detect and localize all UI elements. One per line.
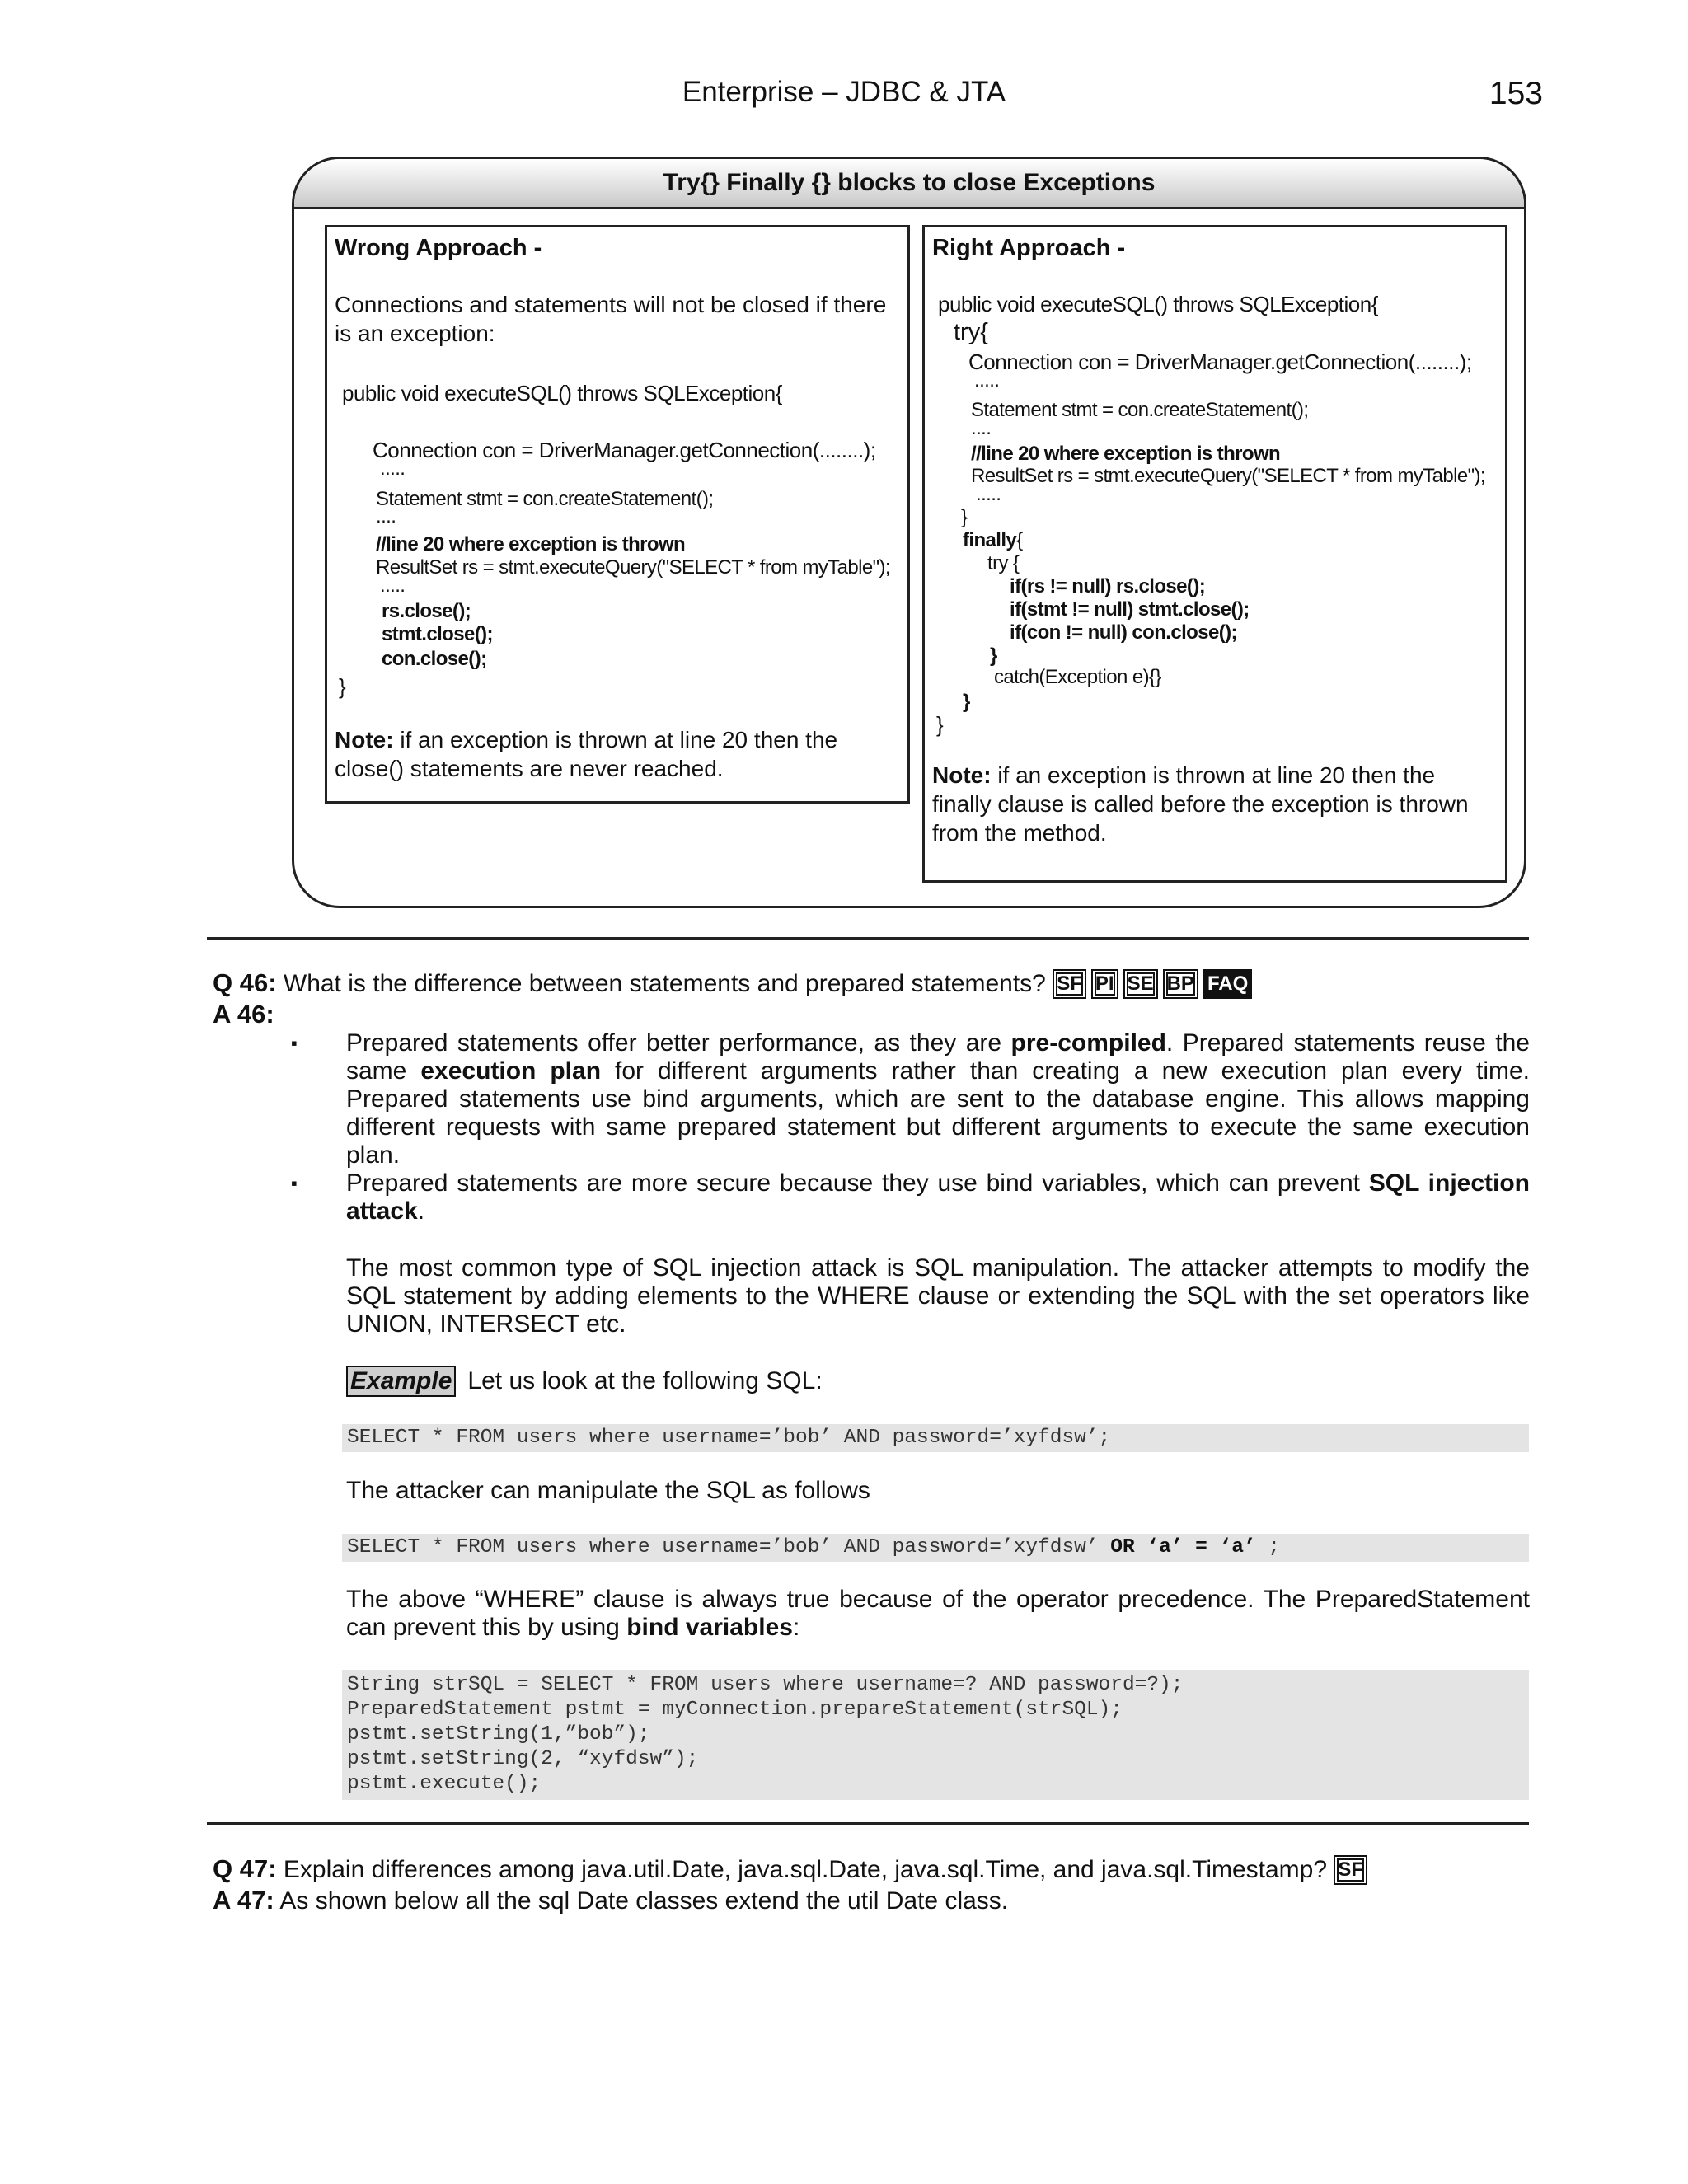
wrong-code-dots-2: .... bbox=[376, 505, 396, 527]
code-line: pstmt.execute(); bbox=[347, 1773, 542, 1795]
sql-example-2 bbox=[342, 1534, 1529, 1562]
right-note-line-1 bbox=[932, 761, 1435, 790]
right-note-label: Note: bbox=[932, 762, 992, 788]
running-header-title: Enterprise – JDBC & JTA bbox=[682, 76, 1006, 108]
wrong-code-rs-close: rs.close(); bbox=[382, 600, 471, 622]
diagram-title: Try{} Finally {} blocks to close Exceptions bbox=[294, 159, 1524, 209]
p2-text-c: . bbox=[417, 1197, 425, 1225]
right-code-catch: catch(Exception e){} bbox=[994, 666, 1161, 688]
p2-bold-sql-injection: SQL injection attack bbox=[346, 1169, 1530, 1225]
right-code-close-try: } bbox=[961, 506, 968, 528]
p1-bold-execution-plan: execution plan bbox=[420, 1057, 602, 1085]
right-code-close-method: } bbox=[936, 712, 944, 737]
q47-answer-line bbox=[213, 1886, 1008, 1915]
badge-pi: PI bbox=[1091, 969, 1118, 999]
code-line: pstmt.setString(2, “xyfdsw”); bbox=[347, 1748, 699, 1770]
right-note-line-3: from the method. bbox=[932, 820, 1107, 846]
example-tag: Example bbox=[346, 1366, 456, 1397]
a47-answer: As shown below all the sql Date classes extend the util Date class. bbox=[279, 1887, 1009, 1915]
right-code-if-stmt: if(stmt != null) stmt.close(); bbox=[1010, 598, 1250, 621]
p5-text-c: : bbox=[792, 1614, 800, 1641]
q46-label: Q 46: bbox=[213, 968, 277, 997]
q46-example-line bbox=[346, 1366, 1530, 1397]
right-code-close-finally: } bbox=[963, 691, 970, 713]
right-approach-title: Right Approach - bbox=[932, 235, 1126, 261]
q46-question: What is the difference between statements and prepared statements? bbox=[283, 970, 1046, 997]
p1-text-e: for different arguments rather than creating a new execution plan every time. Prepared statements use bind arguments, which are sent to the database engine. This allows mapping different requests with same prepared statement but different arguments to execute the same execution plan. bbox=[346, 1057, 1531, 1169]
section-divider-top bbox=[207, 937, 1529, 940]
wrong-code-con-close: con.close(); bbox=[382, 648, 487, 670]
right-code-dots-3: ..... bbox=[976, 483, 1001, 505]
a47-label: A 47: bbox=[213, 1886, 274, 1915]
code-line: PreparedStatement pstmt = myConnection.prepareStatement(strSQL); bbox=[347, 1699, 1123, 1721]
wrong-code-dots-1: ..... bbox=[380, 457, 406, 480]
wrong-code-resultset: ResultSet rs = stmt.executeQuery("SELECT * from myTable"); bbox=[376, 556, 891, 579]
right-code-dots-2: .... bbox=[971, 417, 992, 439]
badge-sf: SF bbox=[1053, 969, 1086, 999]
right-code-dots-1: ..... bbox=[974, 369, 1000, 391]
bullet-icon: ▪ bbox=[291, 1033, 298, 1053]
p5-bold-bind-variables: bind variables bbox=[626, 1614, 793, 1641]
wrong-code-statement: Statement stmt = con.createStatement(); bbox=[376, 488, 714, 510]
wrong-code-stmt-close: stmt.close(); bbox=[382, 623, 493, 645]
p5-text-a: The above “WHERE” clause is always true because of the operator precedence. The PreparedStatement can prevent this by using bbox=[346, 1586, 1530, 1641]
wrong-note-line-2: close() statements are never reached. bbox=[335, 756, 724, 781]
sql2-injected-condition: OR ‘a’ = ‘a’ bbox=[1110, 1536, 1256, 1558]
right-code-finally: finally bbox=[963, 529, 1017, 551]
wrong-note-text: if an exception is thrown at line 20 then the bbox=[393, 727, 838, 752]
try-finally-diagram bbox=[292, 157, 1526, 908]
badge-bp: BP bbox=[1163, 969, 1198, 999]
wrong-approach-panel bbox=[325, 225, 910, 804]
right-approach-panel bbox=[922, 225, 1507, 883]
code-line: pstmt.setString(1,”bob”); bbox=[347, 1723, 650, 1746]
right-code-inner-try: try { bbox=[987, 552, 1020, 574]
q46-question-line bbox=[213, 968, 1257, 999]
q47-question-line bbox=[213, 1854, 1372, 1885]
wrong-approach-title: Wrong Approach - bbox=[335, 235, 542, 261]
p2-text-a: Prepared statements are more secure because they use bind variables, which can prevent bbox=[346, 1169, 1369, 1197]
right-code-signature: public void executeSQL() throws SQLException{ bbox=[938, 292, 1378, 316]
p1-text-c: . Prepared statements reuse the same bbox=[346, 1029, 1530, 1085]
q47-label: Q 47: bbox=[213, 1854, 277, 1883]
bullet-icon: ▪ bbox=[291, 1173, 298, 1193]
q46-paragraph-security bbox=[346, 1169, 1530, 1226]
right-note-line-2: finally clause is called before the exception is thrown bbox=[932, 791, 1469, 817]
code-line: String strSQL = SELECT * FROM users where username=? AND password=?); bbox=[347, 1674, 1184, 1696]
p1-bold-precompiled: pre-compiled bbox=[1010, 1029, 1166, 1057]
right-code-if-rs: if(rs != null) rs.close(); bbox=[1010, 575, 1206, 598]
badge-faq: FAQ bbox=[1203, 969, 1252, 999]
badge-se: SE bbox=[1123, 969, 1158, 999]
badge-sf: SF bbox=[1334, 1855, 1367, 1885]
right-code-finally-brace: { bbox=[1016, 529, 1023, 551]
right-code-statement: Statement stmt = con.createStatement(); bbox=[971, 399, 1309, 421]
q46-paragraph-performance bbox=[346, 1029, 1530, 1169]
right-note-text: if an exception is thrown at line 20 then the bbox=[991, 762, 1436, 788]
right-code-comment: //line 20 where exception is thrown bbox=[971, 443, 1281, 465]
example-text: Let us look at the following SQL: bbox=[467, 1367, 823, 1394]
right-code-resultset: ResultSet rs = stmt.executeQuery("SELECT * from myTable"); bbox=[971, 465, 1486, 487]
q46-paragraph-injection-types: The most common type of SQL injection attack is SQL manipulation. The attacker attempts to modify the SQL statement by adding elements to the WHERE clause or extending the SQL with the set operators like UNION, INTERSECT etc. bbox=[346, 1254, 1530, 1338]
q46-manipulate-text: The attacker can manipulate the SQL as follows bbox=[346, 1477, 870, 1504]
wrong-code-comment: //line 20 where exception is thrown bbox=[376, 533, 686, 555]
right-code-close-inner: } bbox=[990, 644, 997, 667]
section-divider-bottom bbox=[207, 1822, 1529, 1825]
wrong-note-label: Note: bbox=[335, 727, 394, 752]
p1-text-a: Prepared statements offer better performance, as they are bbox=[346, 1029, 1011, 1057]
q47-question: Explain differences among java.util.Date, java.sql.Date, java.sql.Time, and java.sql.Timestamp? bbox=[283, 1856, 1328, 1883]
right-code-connection: Connection con = DriverManager.getConnection(........); bbox=[968, 349, 1472, 374]
wrong-intro-line-2: is an exception: bbox=[335, 321, 495, 346]
prepared-statement-code bbox=[342, 1670, 1529, 1800]
right-code-if-con: if(con != null) con.close(); bbox=[1010, 621, 1237, 644]
page-number: 153 bbox=[1489, 76, 1543, 111]
wrong-code-signature: public void executeSQL() throws SQLException{ bbox=[342, 381, 782, 405]
wrong-code-connection: Connection con = DriverManager.getConnection(........); bbox=[373, 438, 876, 462]
a46-label: A 46: bbox=[213, 1000, 274, 1029]
sql-example-1: SELECT * FROM users where username=’bob’ AND password=’xyfdsw’; bbox=[342, 1424, 1529, 1452]
q46-where-clause-text bbox=[346, 1586, 1530, 1642]
sql2-part-a: SELECT * FROM users where username=’bob’ AND password=’xyfdsw’ bbox=[347, 1536, 1111, 1558]
wrong-code-dots-3: ..... bbox=[380, 574, 406, 597]
q46-answer-label-line bbox=[213, 1000, 274, 1029]
wrong-code-brace: } bbox=[339, 674, 346, 699]
wrong-note-line-1 bbox=[335, 725, 837, 754]
wrong-intro-line-1: Connections and statements will not be closed if there bbox=[335, 292, 887, 317]
right-code-try: try{ bbox=[954, 319, 988, 345]
sql2-part-c: ; bbox=[1255, 1536, 1281, 1558]
